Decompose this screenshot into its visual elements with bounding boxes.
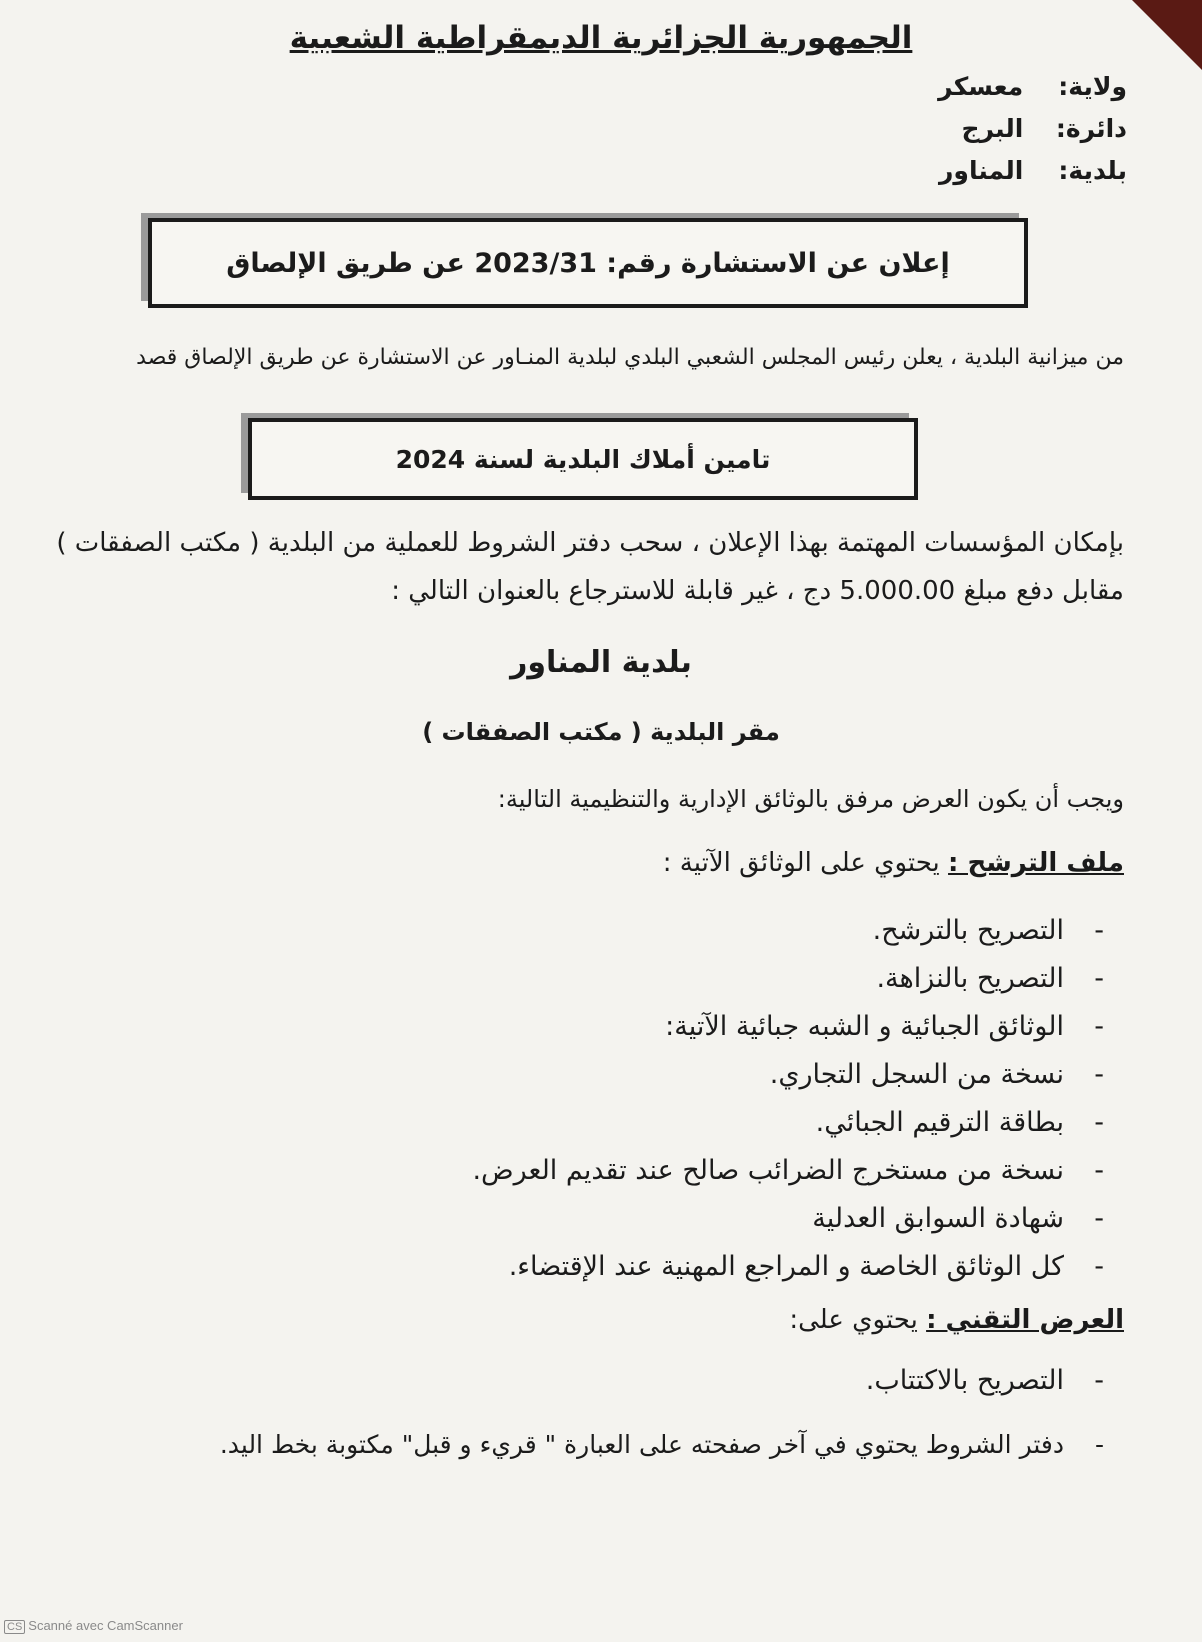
subject-box: تامين أملاك البلدية لسنة 2024 <box>248 418 918 500</box>
candidacy-item: -نسخة من مستخرج الضرائب صالح عند تقديم العرض. <box>472 1155 1104 1186</box>
technical-item: -دفتر الشروط يحتوي في آخر صفحته على العبارة " قريء و قبل" مكتوبة بخط اليد. <box>219 1430 1104 1459</box>
commune-line <box>939 156 1127 185</box>
requirement-intro: ويجب أن يكون العرض مرفق بالوثائق الإدارية والتنظيمية التالية: <box>497 785 1124 813</box>
notice-box: إعلان عن الاستشارة رقم: 2023/31 عن طريق الإلصاق <box>148 218 1028 308</box>
wilaya-value: معسكر <box>938 72 1024 101</box>
candidacy-heading: ملف الترشح : <box>948 848 1124 878</box>
candidacy-item: -التصريح بالنزاهة. <box>876 963 1104 994</box>
candidacy-heading-rest: يحتوي على الوثائق الآتية : <box>662 848 949 878</box>
technical-item: -التصريح بالاكتتاب. <box>865 1365 1104 1396</box>
candidacy-item: -الوثائق الجبائية و الشبه جبائية الآتية: <box>665 1011 1104 1042</box>
scanner-watermark <box>4 1618 183 1634</box>
camscanner-text: Scanné avec CamScanner <box>28 1618 183 1633</box>
daira-value: البرج <box>961 114 1024 143</box>
candidacy-item: -نسخة من السجل التجاري. <box>769 1059 1104 1090</box>
candidacy-item: -بطاقة الترقيم الجبائي. <box>815 1107 1104 1138</box>
daira-line <box>962 114 1127 143</box>
intro-paragraph: من ميزانية البلدية ، يعلن رئيس المجلس الشعبي البلدي لبلدية المنـاور عن الاستشارة عن طريق الإلصاق قصد <box>136 345 1124 370</box>
commune-value: المناور <box>939 156 1024 185</box>
availability-line-1: بإمكان المؤسسات المهتمة بهذا الإعلان ، سحب دفتر الشروط للعملية من البلدية ( مكتب الصفقات ) <box>56 528 1124 558</box>
camscanner-badge: CS <box>4 1620 25 1634</box>
wilaya-label: ولاية: <box>1058 72 1127 101</box>
address-name: بلدية المناور <box>510 645 692 680</box>
candidacy-item: -التصريح بالترشح. <box>872 915 1104 946</box>
candidacy-heading-line <box>663 848 1124 878</box>
technical-heading: العرض التقني : <box>926 1305 1124 1335</box>
republic-title: الجمهورية الجزائرية الديمقراطية الشعبية <box>289 20 913 56</box>
availability-line-2: مقابل دفع مبلغ 5.000.00 دج ، غير قابلة للاسترجاع بالعنوان التالي : <box>391 576 1124 606</box>
wilaya-line <box>938 72 1127 101</box>
commune-label: بلدية: <box>1058 156 1127 185</box>
technical-heading-line <box>789 1305 1124 1335</box>
candidacy-item: -شهادة السوابق العدلية <box>812 1203 1104 1234</box>
candidacy-item: -كل الوثائق الخاصة و المراجع المهنية عند الإقتضاء. <box>508 1251 1104 1282</box>
daira-label: دائرة: <box>1055 114 1127 143</box>
address-office: مقر البلدية ( مكتب الصفقات ) <box>422 718 780 746</box>
technical-heading-rest: يحتوي على: <box>789 1305 927 1335</box>
